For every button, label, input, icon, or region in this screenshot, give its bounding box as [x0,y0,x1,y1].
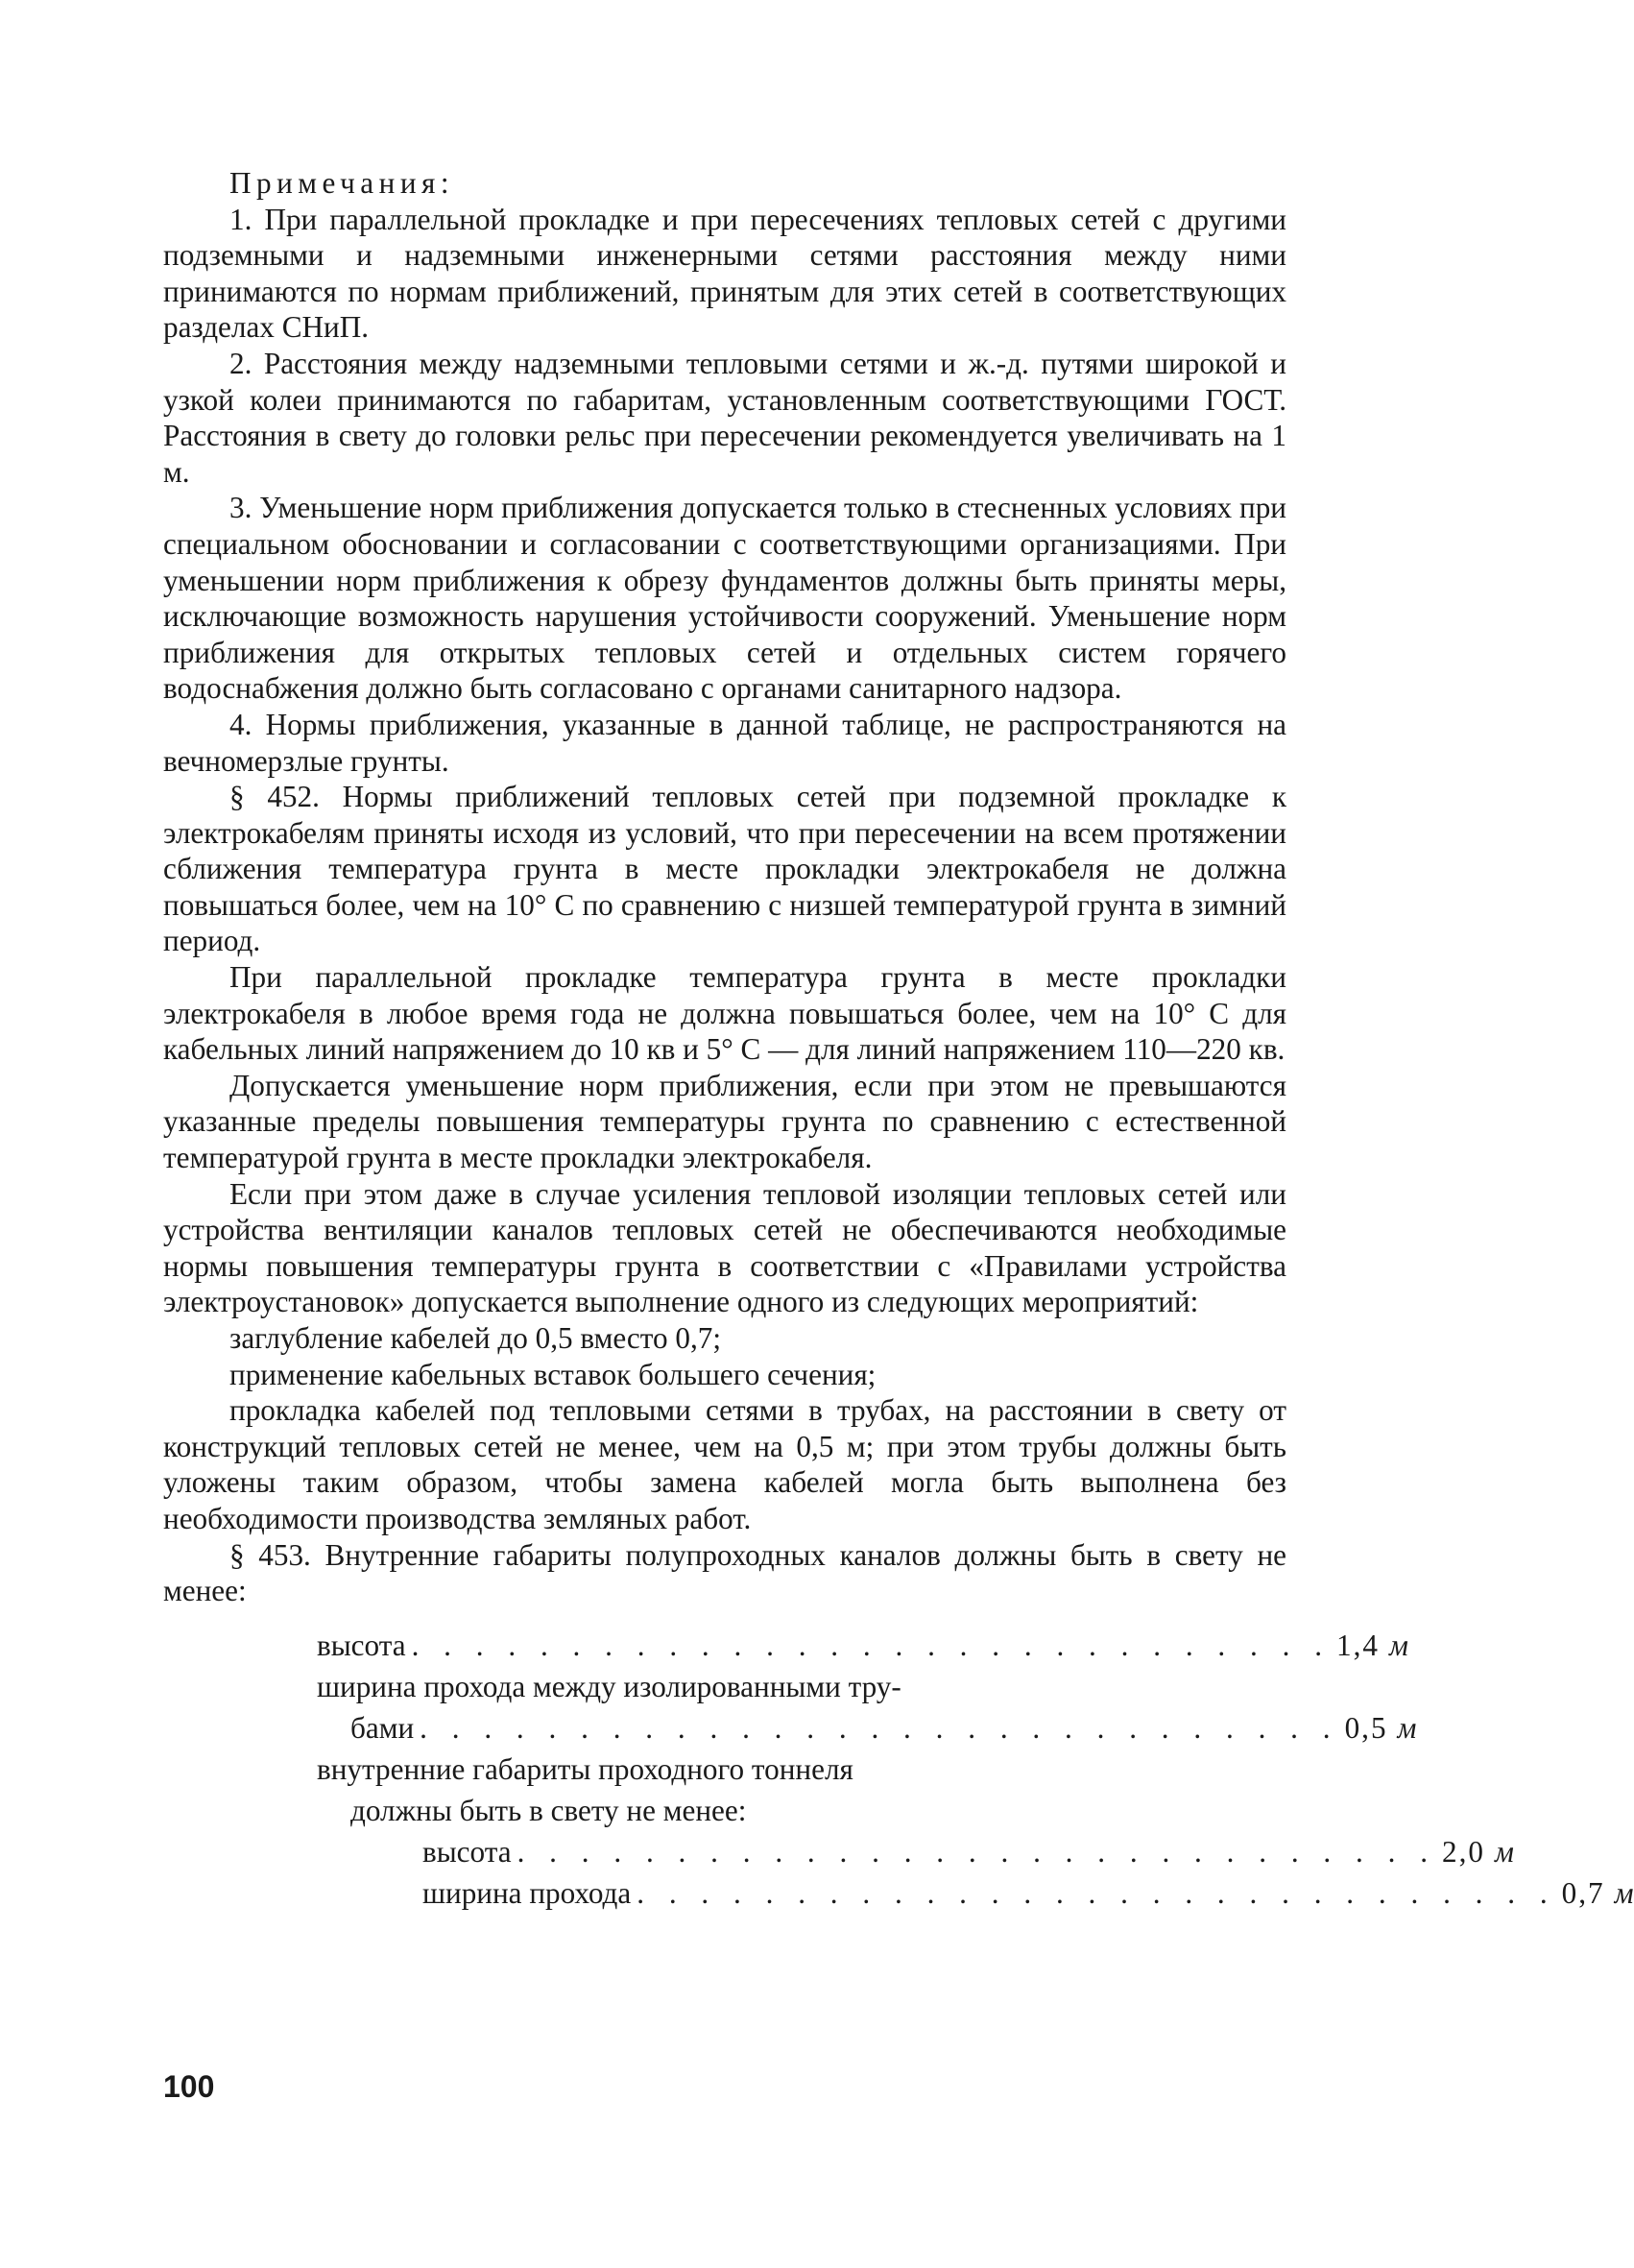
dim-unit: м [1388,1628,1408,1662]
note-4: 4. Нормы приближения, указанные в данной таблице, не распространяются на вечномерзлые грунты. [163,707,1286,778]
dim-label-wrap: должны быть в свету не менее: [350,1793,747,1827]
dim-label-wrap: ширина прохода между изолированными тру- [317,1669,901,1703]
dim-value: 2,0 [1441,1834,1485,1869]
dot-leader: . . . . . . . . . . . . . . . . . . . . . . . . . . . . . [637,1875,1556,1910]
dot-leader: . . . . . . . . . . . . . . . . . . . . . . . . . . . . . [411,1628,1331,1662]
dim-row-tunnel-height [317,1831,1514,1872]
dim-label: ширина прохода [422,1875,632,1910]
dim-value: 0,5 [1344,1710,1388,1745]
dim-label: бами [350,1710,415,1745]
paragraph-parallel-laying: При параллельной прокладке температура грунта в месте прокладки электрокабеля в любое время года не должна повышаться более, чем на 10° С для кабельных линий напряжением до 10 кв и 5° С — для линий напряжением 110—220 кв. [163,960,1286,1067]
paragraph-reduction: Допускается уменьшение норм приближения, если при этом не превышаются указанные пределы повышения температуры грунта по сравнению с естественной температурой грунта в месте прокладки электрокабеля. [163,1068,1286,1175]
section-453: § 453. Внутренние габариты полупроходных каналов должны быть в свету не менее: [163,1537,1286,1608]
measure-item: применение кабельных вставок большего сечения; [229,1357,877,1391]
section-452: § 452. Нормы приближений тепловых сетей при подземной прокладке к электрокабелям приняты исходя из условий, что при пересечении на всем протяжении сближения температура грунта в месте прокладки электрокабеля не должна повышаться более, чем на 10° С по сравнению с низшей температурой грунта в зимний период. [163,780,1286,958]
dot-leader: . . . . . . . . . . . . . . . . . . . . . . . . . . . . . [517,1834,1436,1869]
note-3: 3. Уменьшение норм приближения допускается только в стесненных условиях при специальном обосновании и согласовании с соответствующими организациями. При уменьшении норм приближения к обрезу фундаментов должны быть приняты меры, исключающие возможность нарушения устойчивости сооружений. Уменьшение норм приближения для открытых тепловых сетей и отдельных систем горячего водоснабжения должно быть согласовано с органами санитарного надзора. [163,491,1286,706]
dim-row-height [317,1625,1408,1666]
dim-unit: м [1494,1834,1514,1869]
paragraph-measures-intro: Если при этом даже в случае усиления тепловой изоляции тепловых сетей или устройства вентиляции каналов тепловых сетей не обеспечиваются необходимые нормы повышения температуры грунта в соответствии с «Правилами устройства электроустановок» допускается выполнение одного из следующих мероприятий: [163,1176,1286,1319]
dim-label-wrap: внутренние габариты проходного тоннеля [317,1751,853,1786]
notes-heading: Примечания: [229,166,455,200]
dimensions-list [163,1625,1634,1914]
page-body [163,165,1634,1914]
dim-unit: м [1614,1875,1634,1910]
dim-unit: м [1397,1710,1417,1745]
note-2: 2. Расстояния между надземными тепловыми сетями и ж.-д. путями широкой и узкой колеи принимаются по габаритам, установленным соответствующими ГОСТ. Расстояния в свету до головки рельс при пересечении рекомендуется увеличивать на 1 м. [163,346,1286,489]
dim-row-tunnel-width [317,1872,1634,1914]
dim-row-width [317,1707,1417,1749]
measure-item: заглубление кабелей до 0,5 вместо 0,7; [229,1321,722,1355]
dim-value: 0,7 [1561,1875,1605,1910]
dim-label: высота [317,1628,406,1662]
note-1: 1. При параллельной прокладке и при пересечениях тепловых сетей с другими подземными и надземными инженерными сетями расстояния между ними принимаются по нормам приближений, принятым для этих сетей в соответствующих разделах СНиП. [163,202,1286,345]
dim-value: 1,4 [1335,1628,1380,1662]
page-number: 100 [163,2069,215,2104]
dot-leader: . . . . . . . . . . . . . . . . . . . . . . . . . . . . . [420,1710,1339,1745]
dim-label: высота [422,1834,512,1869]
measure-item: прокладка кабелей под тепловыми сетями в трубах, на расстоянии в свету от конструкций тепловых сетей не менее, чем на 0,5 м; при этом трубы должны быть уложены таким образом, чтобы замена кабелей могла быть выполнена без необходимости производства земляных работ. [163,1393,1286,1535]
